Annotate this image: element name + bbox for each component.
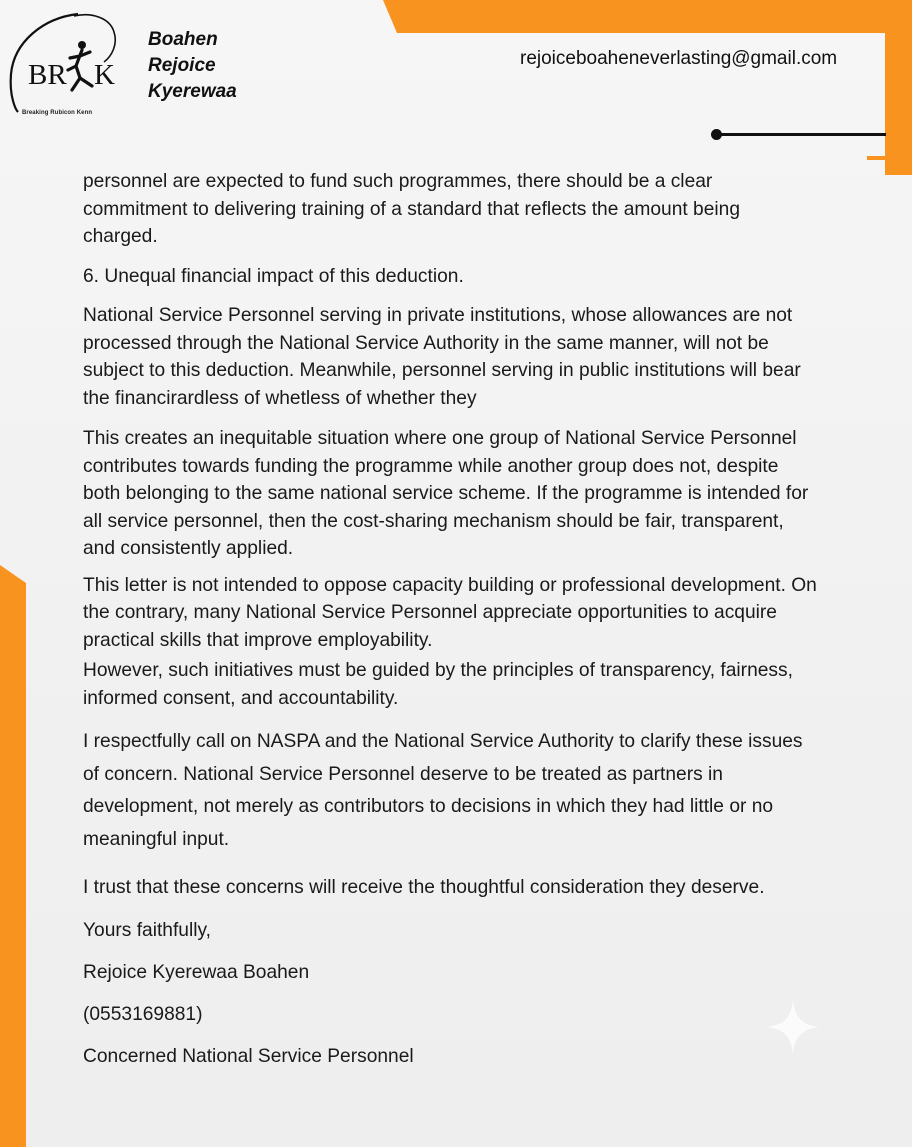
brand-logo	[8, 12, 126, 116]
brand-name-line-1: Boahen	[148, 29, 218, 50]
point-heading-6: 6. Unequal financial impact of this deduction.	[83, 265, 464, 287]
contact-email: rejoiceboaheneverlasting@gmail.com	[520, 48, 838, 69]
brand-name-line-3: Kyerewaa	[148, 81, 237, 102]
logo-tagline: Breaking Rubicon Kenn	[22, 110, 93, 116]
logo-letter-k: K	[94, 59, 115, 91]
brand-name-line-2: Rejoice	[148, 55, 216, 76]
orange-left-strip	[0, 565, 26, 1147]
signer-name: Rejoice Kyerewaa Boahen	[83, 961, 310, 983]
signer-phone: (0553169881)	[83, 1004, 203, 1025]
paragraph-trust: I trust that these concerns will receive the thoughtful consideration they deserve.	[83, 877, 765, 898]
orange-right-strip	[885, 0, 912, 175]
paragraph-private-institutions: National Service Personnel serving in private institutions, whose allowances are not processed through the National Service Authority in the same manner, will not be subject to this deduction. Meanwhile, personnel serving in public institutions will bear the financirardless of whetless of whether they	[83, 305, 801, 409]
paragraph-inequitable-situation: This creates an inequitable situation where one group of National Service Personnel contributes towards funding the programme while another group does not, despite both belonging to the same national service scheme. If the programme is intended for all service personnel, then the cost-sharing mechanism should be fair, transparent, and consistently applied.	[83, 428, 809, 559]
paragraph-call-to-naspa: I respectfully call on NASPA and the National Service Authority to clarify these issues of concern. National Service Personnel deserve to be treated as partners in development, not merely as contributors to decisions in which they had little or no meaningful input.	[83, 731, 803, 850]
closing-line: Yours faithfully,	[83, 920, 211, 941]
orange-top-band	[383, 0, 912, 33]
orange-accent-dash	[867, 156, 912, 160]
letter-body	[83, 168, 818, 1070]
sparkle-icon	[766, 1000, 820, 1054]
paragraph-training-standard: personnel are expected to fund such programmes, there should be a clear commitment to delivering training of a standard that reflects the amount being charged.	[83, 171, 740, 247]
runner-logo-icon	[8, 12, 126, 116]
paragraph-principles: However, such initiatives must be guided by the principles of transparency, fairness, informed consent, and accountability.	[83, 660, 793, 709]
logo-letter-b: BR	[28, 59, 67, 91]
paragraph-not-opposing: This letter is not intended to oppose capacity building or professional development. On the contrary, many National Service Personnel appreciate opportunities to acquire practical skills that improve employability.	[83, 574, 817, 651]
signer-title: Concerned National Service Personnel	[83, 1045, 414, 1067]
brand-name	[148, 27, 278, 105]
header-rule	[716, 133, 886, 136]
